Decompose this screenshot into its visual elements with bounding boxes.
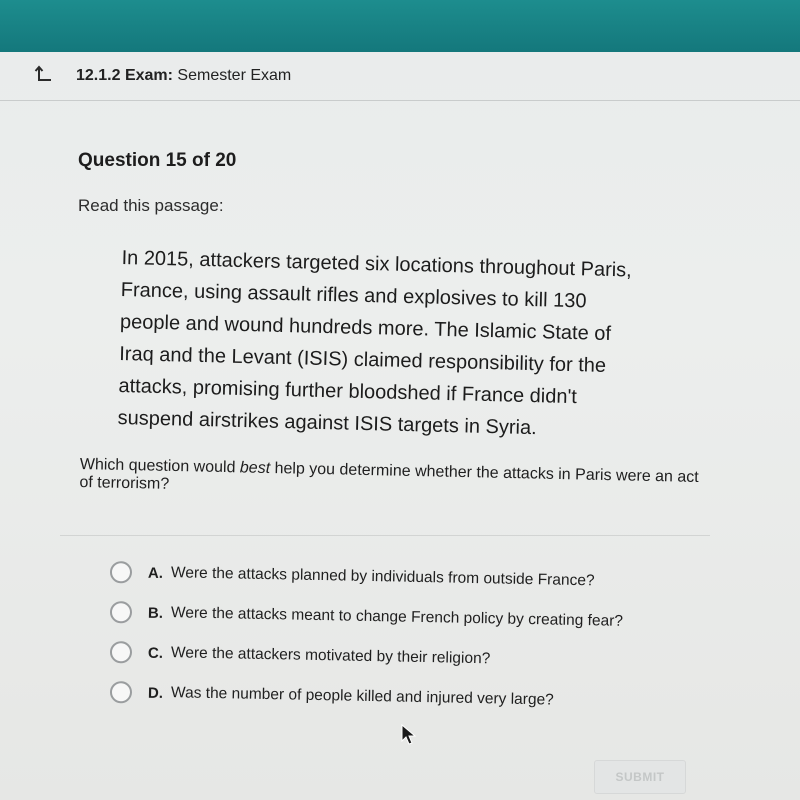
choice-letter: C. <box>147 644 164 662</box>
top-bar <box>0 0 800 52</box>
exam-label: Exam: <box>124 67 173 84</box>
choice-letter: A. <box>147 564 164 582</box>
exam-code: 12.1.2 <box>76 67 121 84</box>
radio-button[interactable] <box>110 641 132 663</box>
choice-letter: D. <box>147 684 164 702</box>
mouse-pointer-icon <box>401 724 419 746</box>
prompt-emphasis: best <box>239 459 271 477</box>
prompt-text: Which question would <box>79 456 241 477</box>
back-arrow-icon[interactable] <box>34 64 54 84</box>
passage-line: Iraq and the Levant (ISIS) claimed responsibility for the <box>118 342 607 377</box>
choice-letter: B. <box>147 604 164 622</box>
prompt-text: help you determine whether the attacks in Paris were an act of terrorism? <box>79 459 699 493</box>
passage-line: people and wound hundreds more. The Islamic State of <box>119 310 612 345</box>
question-count: Question 15 of 20 <box>78 150 237 171</box>
choice-text: Were the attackers motivated by their religion? <box>170 644 491 668</box>
passage-line: In 2015, attackers targeted six locations throughout Paris, <box>121 246 633 282</box>
radio-button[interactable] <box>110 561 132 583</box>
passage-line: suspend airstrikes against ISIS targets in Syria. <box>117 406 537 440</box>
passage-instruction: Read this passage: <box>78 196 224 215</box>
exam-title <box>76 67 291 85</box>
reading-passage <box>117 242 692 448</box>
exam-name: Semester Exam <box>177 67 292 84</box>
divider <box>60 535 710 536</box>
answer-choices <box>110 552 730 712</box>
radio-button[interactable] <box>110 601 132 623</box>
question-prompt <box>79 456 700 505</box>
passage-line: attacks, promising further bloodshed if France didn't <box>118 374 578 409</box>
choice-text: Were the attacks meant to change French policy by creating fear? <box>170 604 624 630</box>
passage-line: France, using assault rifles and explosives to kill 130 <box>120 278 587 313</box>
submit-button[interactable]: SUBMIT <box>594 760 686 794</box>
choice-text: Was the number of people killed and injured very large? <box>170 684 554 709</box>
radio-button[interactable] <box>110 681 132 703</box>
choice-text: Were the attacks planned by individuals from outside France? <box>170 564 595 590</box>
